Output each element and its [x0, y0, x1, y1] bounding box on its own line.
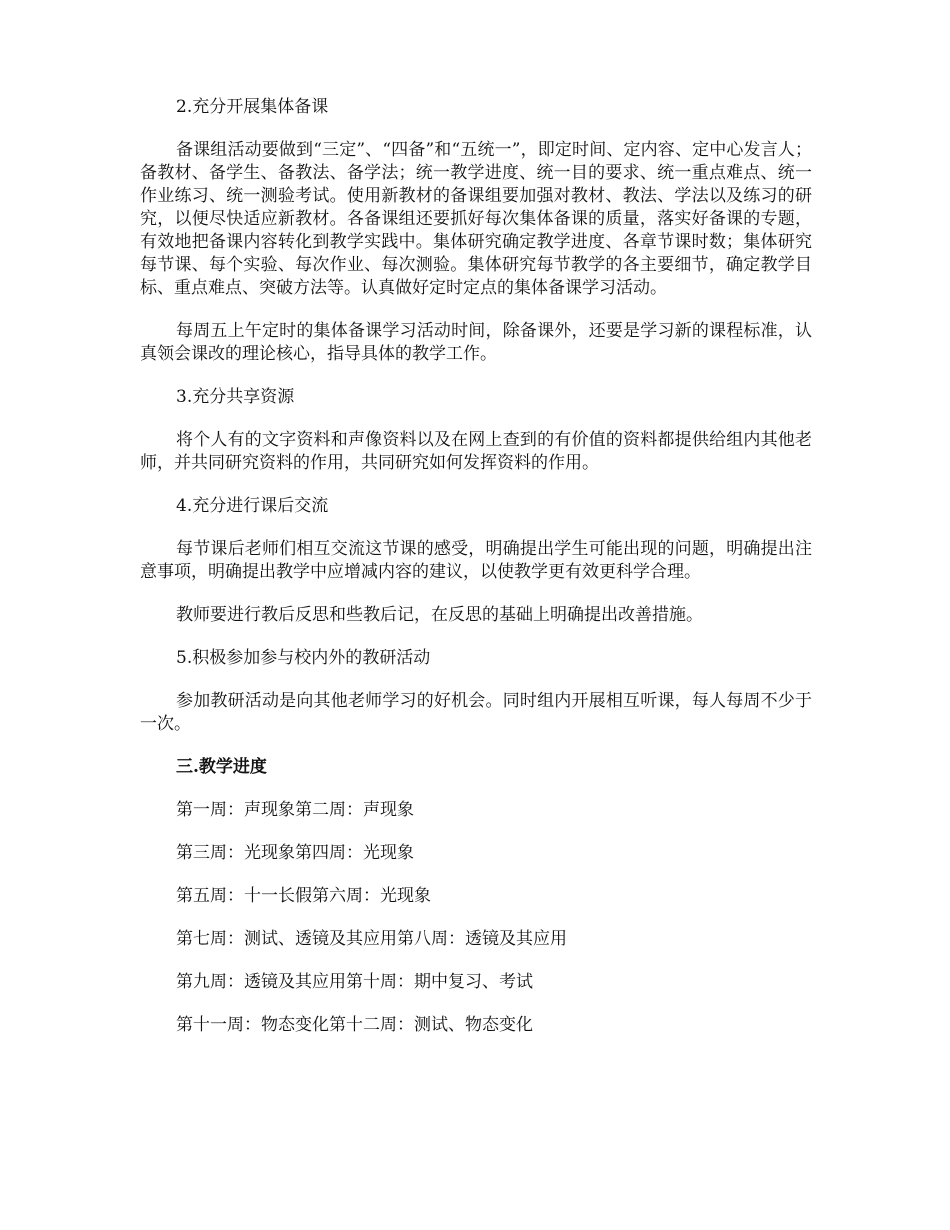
- paragraph-lesson-prep-requirements: 备课组活动要做到“三定”、“四备”和“五统一”，即定时间、定内容、定中心发言人；备教材、备学生、备教法、备学法；统一教学进度、统一目的要求、统一重点难点、统一作业练习、统一测验考试。使用新教材的备课组要加强对教材、教法、学法以及练习的研究，以便尽快适应新教材。各备课组还要抓好每次集体备课的质量，落实好备课的专题，有效地把备课内容转化到教学实践中。集体研究确定教学进度、各章节课时数；集体研究每节课、每个实验、每次作业、每次测验。集体研究每节教学的各主要细节，确定教学目标、重点难点、突破方法等。认真做好定时定点的集体备课学习活动。: [140, 140, 812, 298]
- paragraph-share-resources: 将个人有的文字资料和声像资料以及在网上查到的有价值的资料都提供给组内其他老师，并共同研究资料的作用，共同研究如何发挥资料的作用。: [140, 430, 812, 473]
- schedule-item: 第七周：测试、透镜及其应用第八周：透镜及其应用: [176, 929, 567, 949]
- schedule-item: 第九周：透镜及其应用第十周：期中复习、考试: [176, 972, 533, 992]
- schedule-item: 第一周：声现象第二周：声现象: [176, 800, 414, 820]
- heading-after-class-exchange: 4.充分进行课后交流: [176, 496, 329, 516]
- paragraph-after-class-exchange: 每节课后老师们相互交流这节课的感受，明确提出学生可能出现的问题，明确提出注意事项，明确提出教学中应增减内容的建议，以使教学更有效更科学合理。: [140, 539, 812, 582]
- section-title-teaching-schedule: 三.教学进度: [176, 757, 267, 777]
- document-page: [140, 96, 812, 1037]
- paragraph-reflection: 教师要进行教后反思和些教后记，在反思的基础上明确提出改善措施。: [176, 605, 703, 625]
- paragraph-friday-activity: 每周五上午定时的集体备课学习活动时间，除备课外，还要是学习新的课程标准，认真领会课改的理论核心，指导具体的教学工作。: [140, 321, 812, 364]
- heading-collective-lesson-prep: 2.充分开展集体备课: [176, 97, 329, 117]
- heading-share-resources: 3.充分共享资源: [176, 387, 295, 407]
- schedule-item: 第五周：十一长假第六周：光现象: [176, 886, 431, 906]
- schedule-item: 第三周：光现象第四周：光现象: [176, 843, 414, 863]
- schedule-item: 第十一周：物态变化第十二周：测试、物态变化: [176, 1015, 533, 1035]
- heading-research-activities: 5.积极参加参与校内外的教研活动: [176, 648, 431, 668]
- paragraph-research-activities: 参加教研活动是向其他老师学习的好机会。同时组内开展相互听课，每人每周不少于一次。: [140, 691, 812, 734]
